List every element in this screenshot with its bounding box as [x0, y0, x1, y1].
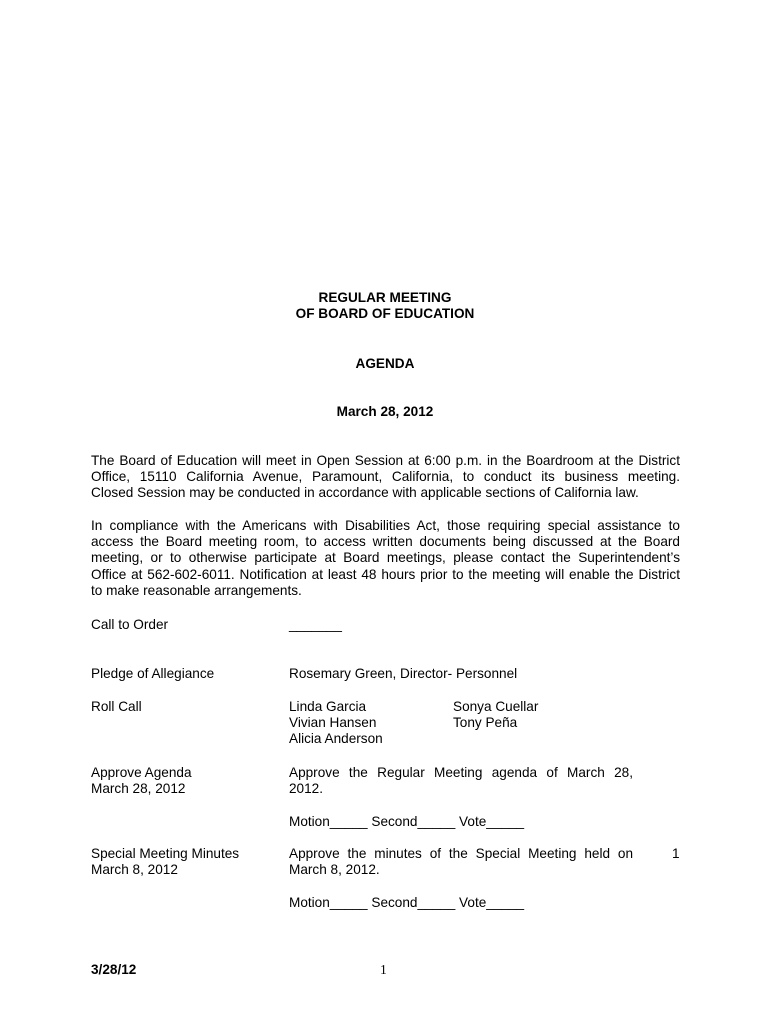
approve-agenda-description: [289, 765, 633, 797]
pledge-value: Rosemary Green, Director- Personnel: [289, 666, 518, 681]
roll-call-column-2: [453, 699, 538, 731]
intro-p2-line: In compliance with the Americans with Disabilities Act, those requiring special assistance to: [91, 518, 680, 533]
intro-p2-line: Office at 562-602-6011. Notification at least 48 hours prior to the meeting will enable the District: [91, 566, 680, 582]
special-minutes-title: Special Meeting Minutes: [91, 846, 240, 861]
approve-agenda-desc-line: Approve the Regular Meeting agenda of March 28,: [289, 765, 633, 780]
roll-call-member: Sonya Cuellar: [453, 699, 539, 714]
roll-call-column-1: [289, 699, 383, 748]
intro-paragraph-2: [91, 518, 680, 599]
footer-date: 3/28/12: [91, 962, 137, 977]
roll-call-label: Roll Call: [91, 699, 142, 714]
pledge-label: Pledge of Allegiance: [91, 666, 215, 681]
roll-call-member: Vivian Hansen: [289, 715, 377, 731]
intro-p1-line: The Board of Education will meet in Open Session at 6:00 p.m. in the Boardroom at the District: [91, 453, 680, 468]
intro-paragraph-1: [91, 453, 680, 502]
special-minutes-description: [289, 846, 633, 878]
approve-agenda-label: [91, 765, 192, 797]
call-to-order-blank: _______: [289, 617, 342, 632]
meeting-date: March 28, 2012: [336, 404, 434, 419]
special-minutes-date: March 8, 2012: [91, 862, 178, 878]
title-line-2: OF BOARD OF EDUCATION: [295, 306, 475, 321]
special-minutes-desc-line: March 8, 2012.: [289, 862, 380, 878]
special-minutes-desc-line: Approve the minutes of the Special Meeting held on: [289, 846, 633, 861]
intro-p2-line: meeting, or to otherwise participate at Board meetings, please contact the Superintendent’s: [91, 550, 680, 566]
call-to-order-label: Call to Order: [91, 617, 169, 632]
intro-p2-line: access the Board meeting room, to access written documents being discussed at the Board: [91, 534, 680, 550]
intro-p1-line: Closed Session may be conducted in accordance with applicable sections of California law.: [91, 485, 639, 501]
intro-p2-line: to make reasonable arrangements.: [91, 582, 302, 598]
agenda-heading: AGENDA: [355, 356, 415, 371]
special-minutes-label: [91, 846, 239, 878]
approve-agenda-title: Approve Agenda: [91, 765, 192, 780]
approve-agenda-motion-line: Motion_____ Second_____ Vote_____: [289, 814, 525, 829]
roll-call-member: Linda Garcia: [289, 699, 367, 714]
title-line-1: REGULAR MEETING: [318, 290, 452, 305]
intro-p1-line: Office, 15110 California Avenue, Paramount, California, to conduct its business meeting.: [91, 469, 680, 485]
footer-page-number: 1: [380, 962, 387, 977]
approve-agenda-date: March 28, 2012: [91, 781, 186, 797]
roll-call-member: Tony Peña: [453, 715, 518, 731]
roll-call-member: Alicia Anderson: [289, 731, 383, 747]
approve-agenda-desc-line: 2012.: [289, 781, 324, 797]
special-minutes-motion-line: Motion_____ Second_____ Vote_____: [289, 895, 525, 910]
special-minutes-page-ref: 1: [672, 846, 680, 861]
